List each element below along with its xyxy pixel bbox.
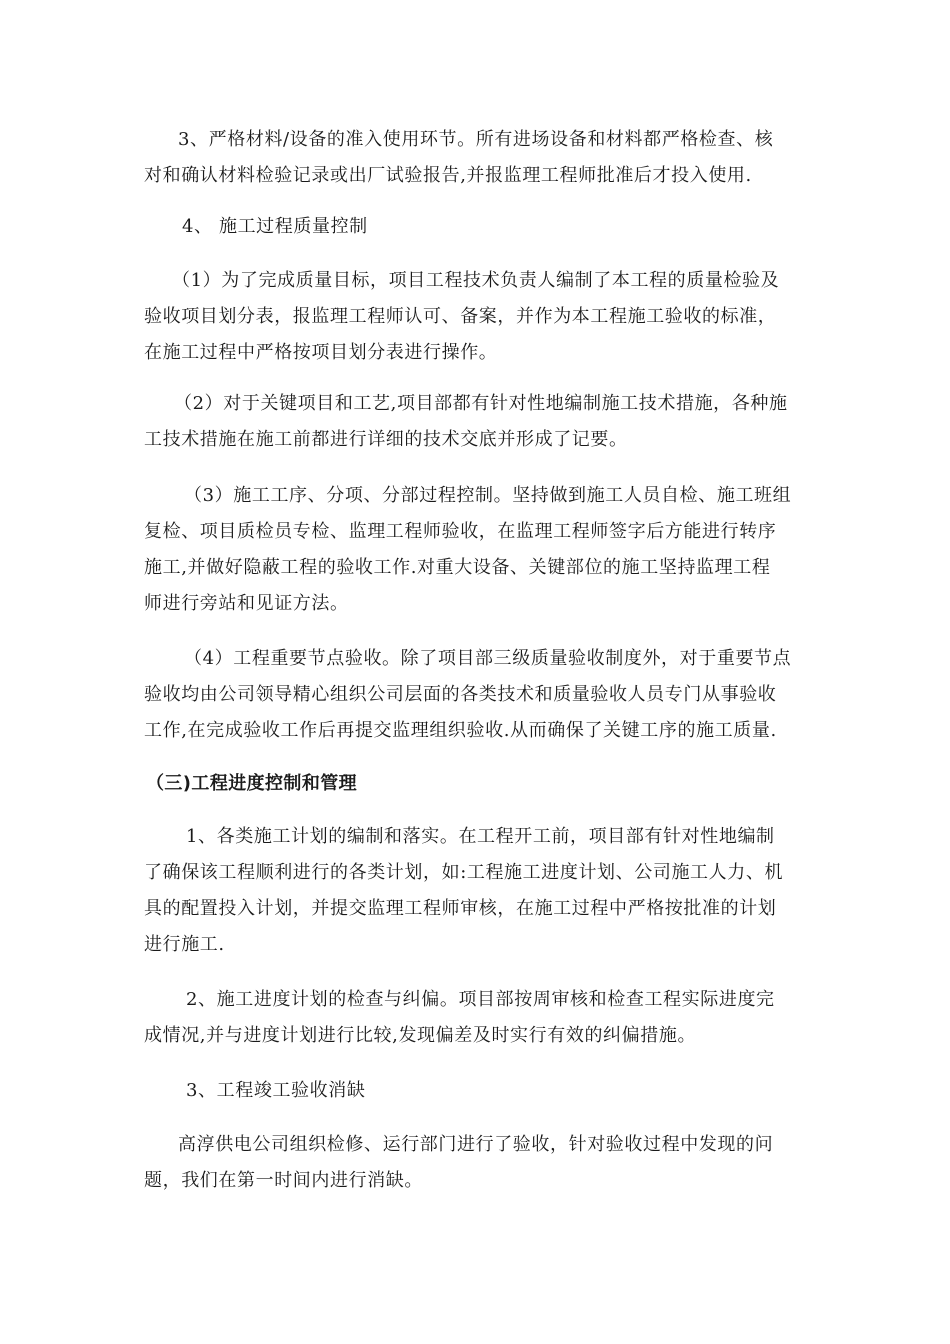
paragraph-item-3 (144, 478, 808, 622)
paragraph-plan-preparation (144, 819, 808, 963)
text-line: 2、施工进度计划的检查与纠偏。项目部按周审核和检查工程实际进度完 (186, 989, 775, 1010)
paragraph-defect-elimination (144, 1127, 808, 1199)
text-line: 验收均由公司领导精心组织公司层面的各类技术和质量验收人员专门从事验收 (144, 684, 777, 705)
text-line: 师进行旁站和见证方法。 (144, 593, 349, 614)
text-line: 题，我们在第一时间内进行消缺。 (144, 1170, 423, 1191)
text-line: 工技术措施在施工前都进行详细的技术交底并形成了记要。 (144, 429, 628, 450)
text-line: 施工,并做好隐蔽工程的验收工作.对重大设备、关键部位的施工坚持监理工程 (144, 557, 771, 578)
text-line: 成情况,并与进度计划进行比较,发现偏差及时实行有效的纠偏措施。 (144, 1025, 697, 1046)
paragraph-material-entry (144, 122, 808, 194)
paragraph-completion-acceptance (144, 1073, 808, 1109)
text-line: 4、 施工过程质量控制 (182, 216, 368, 237)
text-line: （1）为了完成质量目标，项目工程技术负责人编制了本工程的质量检验及 (172, 270, 780, 291)
text-line: 3、工程竣工验收消缺 (186, 1080, 366, 1101)
text-line: 了确保该工程顺利进行的各类计划，如:工程施工进度计划、公司施工人力、机 (144, 862, 784, 883)
text-line: 3、严格材料/设备的准入使用环节。所有进场设备和材料都严格检查、核 (178, 129, 774, 150)
text-line: 在施工过程中严格按项目划分表进行操作。 (144, 342, 498, 363)
text-line: 高淳供电公司组织检修、运行部门进行了验收，针对验收过程中发现的问 (178, 1134, 774, 1155)
paragraph-item-4 (144, 641, 808, 749)
text-line: （3）施工工序、分项、分部过程控制。坚持做到施工人员自检、施工班组 (184, 485, 792, 506)
paragraph-schedule-check (144, 982, 808, 1054)
paragraph-process-quality-title (144, 209, 808, 245)
text-line: 1、各类施工计划的编制和落实。在工程开工前，项目部有针对性地编制 (186, 826, 775, 847)
text-line: 进行施工. (144, 934, 225, 955)
paragraph-item-1 (144, 263, 808, 371)
section-heading-progress-control: （三)工程进度控制和管理 (146, 773, 358, 794)
text-line: 具的配置投入计划，并提交监理工程师审核，在施工过程中严格按批准的计划 (144, 898, 777, 919)
text-line: 复检、项目质检员专检、监理工程师验收，在监理工程师签字后方能进行转序 (144, 521, 777, 542)
paragraph-item-2 (144, 386, 808, 458)
text-line: （2）对于关键项目和工艺,项目部都有针对性地编制施工技术措施，各种施 (174, 393, 788, 414)
text-line: 对和确认材料检验记录或出厂试验报告,并报监理工程师批准后才投入使用. (144, 165, 752, 186)
text-line: 工作,在完成验收工作后再提交监理组织验收.从而确保了关键工序的施工质量. (144, 720, 777, 741)
text-line: 验收项目划分表，报监理工程师认可、备案，并作为本工程施工验收的标准， (144, 306, 777, 327)
text-line: （4）工程重要节点验收。除了项目部三级质量验收制度外，对于重要节点 (184, 648, 792, 669)
